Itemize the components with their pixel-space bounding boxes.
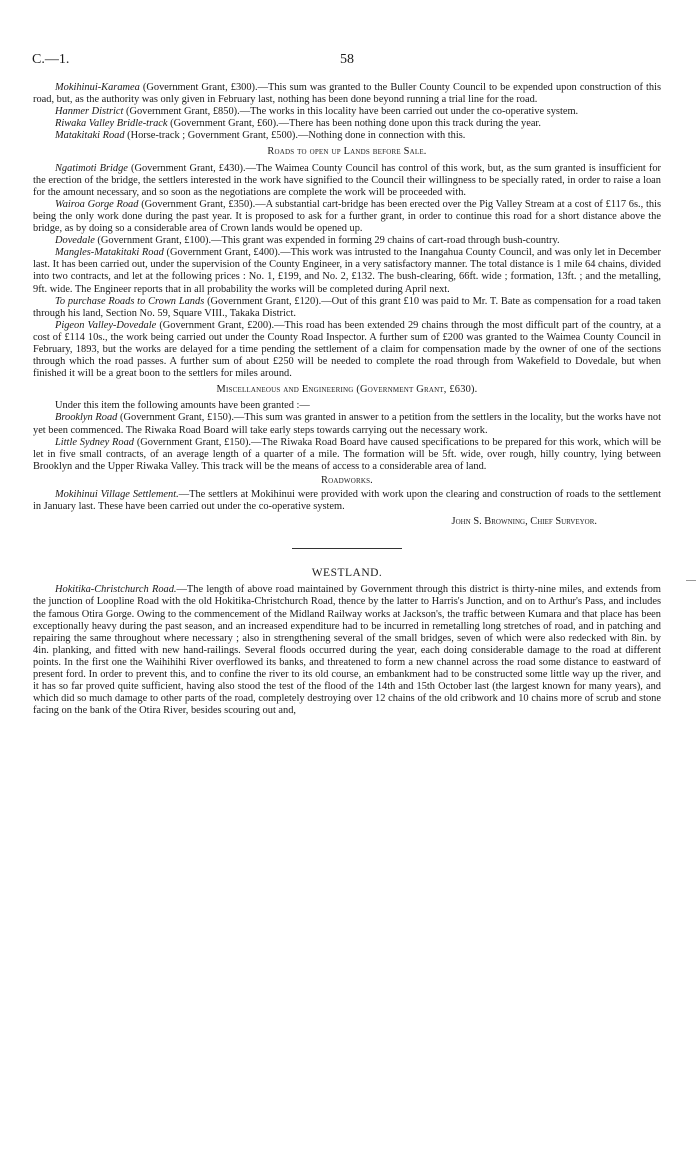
paragraph-wairoa-gorge <box>33 199 661 235</box>
paragraph-text: (Government Grant, £100).—This grant was expended in forming 29 chains of cart-road through bush-country. <box>94 235 560 247</box>
paragraph-title: Mokihinui Village Settlement. <box>55 489 179 500</box>
paragraph-text: (Government Grant, £300).—This sum was granted to the Buller County Council to be expended upon construction of this road, but, as the authority was only given in February last, nothing has been done beyond running a trial line for the road. <box>33 82 661 106</box>
page-number: 58 <box>340 52 354 67</box>
paragraph-title: Brooklyn Road <box>55 412 118 424</box>
paragraph-title: Riwaka Valley Bridle-track <box>55 118 168 130</box>
paragraph-riwaka-valley <box>33 118 661 130</box>
document-reference: C.—1. <box>32 52 70 67</box>
paragraph-mokihinui-karamea <box>33 82 661 106</box>
paragraph-title: Pigeon Valley-Dovedale <box>55 319 157 331</box>
paragraph-text: (Horse-track ; Government Grant, £500).—Nothing done in connection with this. <box>124 130 466 142</box>
paragraph-title: Hokitika-Christchurch Road. <box>55 584 177 596</box>
paragraph-text: (Government Grant, £400).—This work was intrusted to the Inangahua County Council, and was only let in December last. It has been carried out, under the supervision of the County Engineer, in a very satisfactory manner. The total distance is 1 mile 64 chains, divided into two contracts, and let at the following prices : No. 1, £199, and No. 2, £132. The bush-clearing, 66ft. wide ; formation, 13ft. ; and the metalling, 9ft. wide. The Engineer reports that in all probability the works will be completed during April next. <box>33 247 661 295</box>
paragraph-hanmer-district <box>33 106 661 118</box>
paragraph-brooklyn-road <box>33 412 661 436</box>
paragraph-text: (Government Grant, £350).—A substantial cart-bridge has been erected over the Pig Valley Stream at a cost of £117 6s., this being the only work done during the past year. It is proposed to ask for a further grant, in order to continue this road for a short distance above the bridge, as by doing so a considerable area of Crown lands would be opened up. <box>33 198 661 235</box>
paragraph-title: Wairoa Gorge Road <box>55 198 139 210</box>
section-divider <box>292 548 402 549</box>
paragraph-little-sydney <box>33 437 661 473</box>
paragraph-text: —The length of above road maintained by Government through this district is thirty-nine miles, and extends from the junction of Loopline Road with the old Hokitika-Christchurch Road, thence by the latter to Harris's Junction, and on to Arthur's Pass, and includes the famous Otira Gorge. Owing to the commencement of the Midland Railway works at Jackson's, the traffic between Kumara and that place has been exceptionally heavy during the past season, and an increased expenditure had to be incurred in remetalling long stretches of road, and in patching and repairing the same throughout where necessary ; also in strengthening several of the small bridges, seven of which were also redecked with 8in. by 4in. planking, and fitted with new hand-railings. Several floods occurred during the year, each doing considerable damage to the road at different points. In the first one the Waihihihi River overflowed its banks, and threatened to form a new channel across the road some distance to eastward of present ford. In order to prevent this, and to confine the river to its old course, an embankment had to be constructed some little way up the river, and it has so far proved quite sufficient, having also stood the test of the flood of the 14th and 15th October last (the largest known for many years), and which did so much damage to other parts of the road, completely destroying over 12 chains of the old cribwork and 10 chains more of scrub and stone facing on the bank of the Otira River, besides scouring out and, <box>33 584 661 717</box>
paragraph-title: Little Sydney Road <box>55 436 134 448</box>
paragraph-text: (Government Grant, £430).—The Waimea County Council has control of this work, but, as the sum granted is insufficient for the erection of the bridge, the settlers interested in the work have signified to the Council their willingness to be specially rated, in order to raise a loan for the amount necessary, and so soon as the negotiations are complete the work will be proceeded with. <box>33 162 661 198</box>
paragraph-intro: Under this item the following amounts have been granted :— <box>55 400 310 412</box>
paragraph-text: (Government Grant, £150).—This sum was granted in answer to a petition from the settlers in the locality, but the works have not yet been commenced. The Riwaka Road Board will take early steps towards carrying out the necessary work. <box>33 412 662 436</box>
section-heading-roadworks: Roadworks. <box>321 474 373 486</box>
paragraph-title: Mangles-Matakitaki Road <box>55 247 164 259</box>
paragraph-title: Matakitaki Road <box>55 130 125 142</box>
paragraph-title: To purchase Roads to Crown Lands <box>55 295 205 307</box>
paragraph-title: Dovedale <box>55 235 95 247</box>
paragraph-matakitaki-road <box>33 130 661 142</box>
paragraph-text: (Government Grant, £150).—The Riwaka Road Board have caused specifications to be prepared for this work, which will be let in five small contracts, of an average length of a quarter of a mile. The formation will be 5ft. wide, over rough, hilly country, lying between Brooklyn and the Upper Riwaka Valley. This track will be the means of access to a considerable area of land. <box>33 436 661 472</box>
section-heading-miscellaneous: Miscellaneous and Engineering (Government Grant, £630). <box>216 384 478 396</box>
paragraph-text: (Government Grant, £60).—There has been nothing done upon this track during the year. <box>167 118 541 130</box>
page-header <box>32 54 662 70</box>
paragraph-hokitika-christchurch <box>33 584 661 717</box>
paragraph-text: —The settlers at Mokihinui were provided with work upon the clearing and construction of roads to the settlement in January last. These have been carried out under the co-operative system. <box>33 489 661 513</box>
paragraph-mangles-matakitaki <box>33 247 661 295</box>
margin-mark <box>686 580 696 581</box>
paragraph-text: (Government Grant, £200).—This road has been extended 29 chains through the most difficult part of the country, at a cost of £114 10s., the work being carried out under the County Road Inspector. A further sum of £200 was granted to the Waimea County Council in February, 1893, but the works are delayed for a time pending the settlement of a claim for compensation made by the owner of one of the sections through which the road passes. A further sum of about £250 will be needed to complete the road through from Wakefield to Dovedale, but when finished it will be a great boon to the settlers for miles around. <box>33 319 661 380</box>
paragraph-text: (Government Grant, £120).—Out of this grant £10 was paid to Mr. T. Bate as compensation for a road taken through his land, Section No. 59, Square VIII., Takaka District. <box>33 295 661 319</box>
paragraph-pigeon-valley <box>33 320 661 380</box>
paragraph-dovedale <box>33 235 661 247</box>
signature: John S. Browning, Chief Surveyor. <box>451 516 597 528</box>
section-heading-westland: WESTLAND. <box>311 567 383 580</box>
paragraph-text: (Government Grant, £850).—The works in this locality have been carried out under the co-operative system. <box>123 106 579 118</box>
paragraph-ngatimoti-bridge <box>33 163 661 199</box>
document-body <box>33 82 661 717</box>
paragraph-title: Ngatimoti Bridge <box>55 162 128 174</box>
paragraph-purchase-roads <box>33 296 661 320</box>
paragraph-title: Hanmer District <box>55 106 124 118</box>
section-heading-roads: Roads to open up Lands before Sale. <box>267 146 427 158</box>
paragraph-title: Mokihinui-Karamea <box>55 82 140 93</box>
paragraph-mokihinui-village <box>33 489 661 513</box>
